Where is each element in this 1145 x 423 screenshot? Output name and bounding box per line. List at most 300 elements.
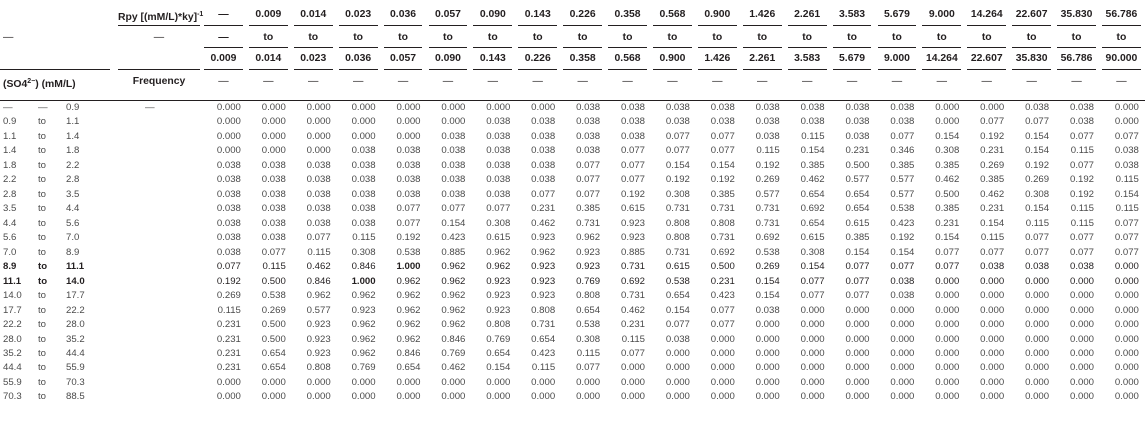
sulfate-lower: 1.4 bbox=[3, 145, 17, 157]
bin-underline bbox=[384, 25, 423, 26]
value-cell: 0.115 bbox=[801, 130, 825, 142]
value-cell: 0.962 bbox=[351, 319, 376, 331]
value-cell: 0.038 bbox=[845, 116, 870, 128]
bin-to: to bbox=[398, 32, 408, 43]
bin-underline bbox=[518, 25, 557, 26]
bin-to: to bbox=[353, 32, 364, 43]
bin-lower: 0.568 bbox=[659, 9, 686, 20]
value-cell: 0.962 bbox=[576, 232, 601, 244]
value-cell: 0.923 bbox=[531, 232, 556, 244]
value-cell: 0.000 bbox=[216, 376, 241, 388]
value-cell: 0.000 bbox=[216, 130, 241, 142]
sulfate-lower: 3.5 bbox=[3, 203, 17, 215]
value-cell: 0.038 bbox=[531, 174, 556, 186]
value-cell: 0.038 bbox=[216, 188, 241, 200]
value-cell: 0.308 bbox=[486, 217, 511, 229]
bin-upper: 0.568 bbox=[614, 53, 641, 64]
bin-upper: 14.264 bbox=[925, 53, 958, 64]
value-cell: 0.000 bbox=[845, 391, 870, 403]
value-cell: 0.962 bbox=[441, 275, 466, 287]
value-cell: 0.000 bbox=[890, 391, 915, 403]
value-cell: 0.077 bbox=[845, 290, 870, 302]
value-cell: 0.000 bbox=[665, 347, 690, 359]
sulfate-to: to bbox=[38, 347, 47, 359]
bin-underline bbox=[294, 25, 333, 26]
table-row bbox=[0, 173, 1145, 187]
bin-to: — bbox=[218, 32, 229, 43]
value-cell: 0.731 bbox=[620, 261, 645, 273]
value-cell: 0.038 bbox=[1114, 145, 1139, 157]
value-cell: 0.231 bbox=[980, 203, 1005, 215]
value-cell: 0.115 bbox=[1070, 145, 1094, 157]
value-cell: 0.000 bbox=[980, 304, 1005, 316]
value-cell: 0.231 bbox=[216, 362, 241, 374]
value-cell: 0.000 bbox=[710, 347, 735, 359]
bin-lower: 2.261 bbox=[794, 9, 821, 20]
value-cell: 0.000 bbox=[665, 376, 690, 388]
value-cell: 0.038 bbox=[486, 130, 511, 142]
value-cell: 0.654 bbox=[845, 203, 870, 215]
sulfate-label-suffix: ) (mM/L) bbox=[35, 79, 76, 90]
table-header bbox=[0, 0, 1145, 100]
value-cell: 0.731 bbox=[755, 203, 780, 215]
table-row bbox=[0, 130, 1145, 144]
value-cell: 0.000 bbox=[935, 290, 960, 302]
value-cell: 0.038 bbox=[261, 217, 286, 229]
bin-frequency-dash: — bbox=[308, 76, 319, 87]
value-cell: 0.462 bbox=[441, 362, 466, 374]
value-cell: 0.962 bbox=[396, 275, 421, 287]
value-cell: 0.154 bbox=[845, 246, 870, 258]
value-cell: 0.346 bbox=[890, 145, 915, 157]
sulfate-to: to bbox=[38, 376, 47, 388]
value-cell: 0.000 bbox=[710, 362, 735, 374]
bin-underline bbox=[473, 47, 512, 48]
sulfate-to: to bbox=[38, 290, 47, 302]
value-cell: 0.000 bbox=[845, 376, 870, 388]
bin-lower: 0.014 bbox=[300, 9, 327, 20]
value-cell: 0.385 bbox=[845, 232, 870, 244]
bin-lower: 3.583 bbox=[839, 9, 866, 20]
value-cell: 0.077 bbox=[665, 145, 690, 157]
value-cell: 0.077 bbox=[665, 130, 690, 142]
value-cell: 0.962 bbox=[486, 246, 511, 258]
value-cell: 0.000 bbox=[216, 145, 241, 157]
bin-upper: 0.057 bbox=[390, 53, 417, 64]
value-cell: 0.038 bbox=[1114, 159, 1139, 171]
value-cell: 0.000 bbox=[1025, 362, 1050, 374]
value-cell: 0.077 bbox=[620, 159, 645, 171]
value-cell: 0.115 bbox=[1115, 174, 1139, 186]
bin-underline bbox=[384, 47, 423, 48]
bin-upper: 90.000 bbox=[1105, 53, 1138, 64]
bin-frequency-dash: — bbox=[577, 76, 588, 87]
sulfate-lower: 8.9 bbox=[3, 261, 17, 273]
value-cell: 0.038 bbox=[890, 102, 915, 113]
table-row bbox=[0, 260, 1145, 274]
bin-frequency-dash: — bbox=[936, 76, 948, 87]
sulfate-lower: 4.4 bbox=[3, 217, 17, 229]
bin-lower: 22.607 bbox=[1015, 9, 1048, 20]
value-cell: 0.000 bbox=[531, 376, 556, 388]
value-cell: 0.038 bbox=[755, 116, 780, 128]
value-cell: 0.000 bbox=[531, 102, 556, 113]
value-cell: 0.038 bbox=[755, 304, 780, 316]
sulfate-upper: 4.4 bbox=[66, 203, 80, 215]
value-cell: 0.000 bbox=[1114, 290, 1139, 302]
value-cell: 0.154 bbox=[1025, 203, 1050, 215]
value-cell: 0.000 bbox=[1025, 290, 1050, 302]
bin-frequency-dash: — bbox=[1026, 76, 1037, 87]
bin-upper: 22.607 bbox=[970, 53, 1003, 64]
sulfate-to: to bbox=[38, 304, 47, 316]
value-cell: 0.038 bbox=[620, 130, 645, 142]
value-cell: 0.038 bbox=[396, 159, 421, 171]
bin-frequency-dash: — bbox=[801, 76, 813, 87]
sulfate-lower: 70.3 bbox=[3, 391, 22, 403]
sulfate-lower: 28.0 bbox=[3, 333, 22, 345]
value-cell: 0.154 bbox=[1025, 130, 1050, 142]
value-cell: 0.808 bbox=[576, 290, 601, 302]
value-cell: 0.000 bbox=[1069, 347, 1094, 359]
bin-lower: 35.830 bbox=[1060, 9, 1093, 20]
value-cell: 0.038 bbox=[845, 130, 870, 142]
value-cell: 0.385 bbox=[800, 159, 825, 171]
value-cell: 0.115 bbox=[756, 145, 780, 157]
value-cell: 0.077 bbox=[710, 145, 735, 157]
value-cell: 0.000 bbox=[800, 391, 825, 403]
sulfate-upper: 5.6 bbox=[66, 217, 80, 229]
value-cell: 0.538 bbox=[576, 319, 601, 331]
value-cell: 0.077 bbox=[1069, 159, 1094, 171]
value-cell: 0.000 bbox=[710, 391, 735, 403]
value-cell: 0.769 bbox=[486, 333, 511, 345]
value-cell: 0.077 bbox=[845, 261, 870, 273]
rpy-subdash: — bbox=[153, 32, 165, 43]
value-cell: 0.000 bbox=[306, 391, 331, 403]
value-cell: 0.038 bbox=[755, 130, 780, 142]
value-cell: 0.923 bbox=[531, 261, 556, 273]
value-cell: 0.423 bbox=[441, 232, 466, 244]
value-cell: 0.423 bbox=[890, 217, 915, 229]
value-cell: 0.000 bbox=[980, 102, 1005, 113]
table-row bbox=[0, 144, 1145, 158]
bin-underline bbox=[1102, 47, 1141, 48]
value-cell: 0.731 bbox=[620, 290, 645, 302]
sulfate-upper: 1.4 bbox=[66, 130, 80, 142]
value-cell: 0.000 bbox=[1025, 347, 1050, 359]
value-cell: 0.038 bbox=[1069, 116, 1094, 128]
bin-frequency-dash: — bbox=[891, 76, 903, 87]
bin-underline bbox=[204, 47, 243, 48]
bin-to: to bbox=[532, 32, 543, 43]
value-cell: 0.192 bbox=[980, 130, 1005, 142]
value-cell: 0.000 bbox=[1114, 376, 1139, 388]
value-cell: 0.000 bbox=[1069, 290, 1094, 302]
value-cell: 0.000 bbox=[351, 376, 376, 388]
value-cell: 0.231 bbox=[710, 275, 735, 287]
value-cell: 0.000 bbox=[710, 333, 735, 345]
value-cell: 0.846 bbox=[441, 333, 466, 345]
rpy-underline-2 bbox=[118, 69, 200, 70]
value-cell: 0.077 bbox=[576, 188, 601, 200]
bin-upper: 0.358 bbox=[569, 53, 596, 64]
value-cell: 0.462 bbox=[800, 174, 825, 186]
bin-underline bbox=[249, 47, 288, 48]
value-cell: 0.000 bbox=[890, 333, 915, 345]
value-cell: 0.115 bbox=[307, 246, 331, 258]
value-cell: 0.808 bbox=[486, 319, 511, 331]
bin-underline bbox=[878, 25, 917, 26]
value-cell: 0.077 bbox=[1025, 232, 1050, 244]
value-cell: 0.000 bbox=[980, 319, 1005, 331]
value-cell: 0.115 bbox=[531, 362, 556, 374]
bin-underline bbox=[1012, 47, 1051, 48]
value-cell: 0.923 bbox=[306, 347, 331, 359]
value-cell: 0.000 bbox=[396, 116, 421, 128]
bin-lower: 0.358 bbox=[614, 9, 641, 20]
value-cell: 0.808 bbox=[665, 232, 690, 244]
bin-to: to bbox=[308, 32, 319, 43]
sulfate-upper: 44.4 bbox=[66, 347, 85, 359]
bin-underline bbox=[294, 47, 333, 48]
value-cell: 0.038 bbox=[306, 188, 331, 200]
value-cell: 0.962 bbox=[441, 304, 466, 316]
value-cell: 0.038 bbox=[576, 102, 601, 113]
value-cell: 0.077 bbox=[1069, 232, 1094, 244]
value-cell: 0.038 bbox=[1025, 102, 1050, 113]
sulfate-lower: 35.2 bbox=[3, 347, 22, 359]
value-cell: 0.577 bbox=[755, 188, 780, 200]
value-cell: 0.000 bbox=[935, 319, 960, 331]
value-cell: 0.038 bbox=[396, 188, 421, 200]
bin-lower: 0.226 bbox=[569, 9, 596, 20]
value-cell: 0.038 bbox=[306, 217, 331, 229]
frequency-label: Frequency bbox=[132, 76, 186, 87]
value-cell: 0.962 bbox=[441, 261, 466, 273]
bin-underline bbox=[653, 69, 692, 70]
value-cell: 0.038 bbox=[306, 159, 331, 171]
value-cell: 0.038 bbox=[261, 174, 286, 186]
value-cell: 0.692 bbox=[800, 203, 825, 215]
value-cell: 0.000 bbox=[261, 145, 286, 157]
bin-frequency-dash: — bbox=[532, 76, 543, 87]
value-cell: 0.038 bbox=[441, 159, 466, 171]
value-cell: 0.038 bbox=[531, 116, 556, 128]
bin-lower: 0.143 bbox=[524, 9, 551, 20]
value-cell: 0.077 bbox=[576, 159, 601, 171]
value-cell: 0.115 bbox=[1025, 217, 1050, 229]
value-cell: 0.038 bbox=[665, 102, 690, 113]
bin-lower: 0.090 bbox=[479, 9, 506, 20]
value-cell: 0.000 bbox=[890, 347, 915, 359]
sulfate-to: — bbox=[38, 102, 48, 113]
value-cell: 0.077 bbox=[935, 246, 960, 258]
value-cell: 0.192 bbox=[755, 159, 780, 171]
value-cell: 0.962 bbox=[531, 246, 556, 258]
bin-underline bbox=[743, 69, 782, 70]
value-cell: 0.077 bbox=[576, 174, 601, 186]
sulfate-to: to bbox=[38, 217, 47, 229]
value-cell: 0.000 bbox=[620, 391, 645, 403]
value-cell: 0.654 bbox=[845, 188, 870, 200]
value-cell: 0.038 bbox=[441, 188, 466, 200]
value-cell: 0.038 bbox=[441, 145, 466, 157]
value-cell: 0.615 bbox=[845, 217, 870, 229]
value-cell: 0.038 bbox=[710, 102, 735, 113]
value-cell: 0.500 bbox=[261, 319, 286, 331]
value-cell: 0.038 bbox=[216, 159, 241, 171]
bin-upper: 0.143 bbox=[479, 53, 506, 64]
value-cell: 0.000 bbox=[441, 376, 466, 388]
value-cell: 0.769 bbox=[576, 275, 601, 287]
sulfate-lower: 22.2 bbox=[3, 319, 22, 331]
value-cell: 0.000 bbox=[1069, 391, 1094, 403]
table-row bbox=[0, 390, 1145, 404]
rpy-label bbox=[118, 9, 203, 24]
bin-upper: 0.226 bbox=[524, 53, 551, 64]
value-cell: 0.077 bbox=[620, 145, 645, 157]
sulfate-to: to bbox=[38, 203, 47, 215]
value-cell: 0.038 bbox=[351, 188, 376, 200]
value-cell: 0.038 bbox=[486, 174, 511, 186]
value-cell: 0.038 bbox=[396, 174, 421, 186]
value-cell: 0.000 bbox=[486, 102, 511, 113]
value-cell: 0.192 bbox=[710, 174, 735, 186]
bin-upper: 35.830 bbox=[1015, 53, 1048, 64]
value-cell: 0.077 bbox=[1025, 246, 1050, 258]
value-cell: 0.077 bbox=[710, 130, 735, 142]
value-cell: 0.385 bbox=[576, 203, 601, 215]
value-cell: 0.308 bbox=[351, 246, 376, 258]
value-cell: 0.000 bbox=[890, 319, 915, 331]
value-cell: 0.000 bbox=[306, 376, 331, 388]
value-cell: 0.077 bbox=[576, 362, 601, 374]
value-cell: 0.269 bbox=[755, 174, 780, 186]
bin-to: to bbox=[1071, 32, 1082, 43]
value-cell: 0.000 bbox=[1114, 333, 1139, 345]
value-cell: 0.962 bbox=[396, 319, 421, 331]
bin-underline bbox=[518, 47, 557, 48]
value-cell: 0.654 bbox=[800, 217, 825, 229]
value-cell: 0.000 bbox=[710, 376, 735, 388]
value-cell: 0.077 bbox=[1025, 116, 1050, 128]
table-row bbox=[0, 115, 1145, 129]
value-cell: 0.654 bbox=[261, 347, 286, 359]
value-cell: 0.923 bbox=[576, 246, 601, 258]
value-cell: 0.538 bbox=[890, 203, 915, 215]
value-cell: 0.000 bbox=[1069, 376, 1094, 388]
value-cell: 0.462 bbox=[531, 217, 556, 229]
value-cell: 0.000 bbox=[935, 391, 960, 403]
bin-upper: 0.090 bbox=[434, 53, 461, 64]
sulfate-lower: 55.9 bbox=[3, 376, 22, 388]
value-cell: 0.769 bbox=[441, 347, 466, 359]
value-cell: 0.038 bbox=[486, 116, 511, 128]
value-cell: 0.000 bbox=[935, 102, 960, 113]
sulfate-upper: 3.5 bbox=[66, 188, 80, 200]
value-cell: 0.154 bbox=[441, 217, 466, 229]
value-cell: 0.808 bbox=[710, 217, 735, 229]
value-cell: 0.154 bbox=[980, 217, 1005, 229]
value-cell: 0.038 bbox=[306, 203, 331, 215]
bin-underline bbox=[339, 25, 378, 26]
table-row bbox=[0, 361, 1145, 375]
value-cell: 0.000 bbox=[1114, 275, 1139, 287]
sulfate-to: to bbox=[38, 261, 48, 273]
value-cell: 0.308 bbox=[665, 188, 690, 200]
sulfate-upper: 22.2 bbox=[66, 304, 85, 316]
left-dash: — bbox=[3, 32, 14, 43]
table-row bbox=[0, 347, 1145, 361]
value-cell: 0.654 bbox=[261, 362, 286, 374]
bin-underline bbox=[294, 69, 333, 70]
value-cell: 0.000 bbox=[531, 391, 556, 403]
value-cell: 0.077 bbox=[935, 261, 960, 273]
value-cell: 0.385 bbox=[980, 174, 1005, 186]
bin-lower: 14.264 bbox=[970, 9, 1003, 20]
value-cell: 0.269 bbox=[1025, 174, 1050, 186]
value-cell: 0.462 bbox=[620, 304, 645, 316]
value-cell: 0.308 bbox=[576, 333, 601, 345]
value-cell: 0.577 bbox=[890, 174, 915, 186]
value-cell: 0.000 bbox=[890, 376, 915, 388]
value-cell: 0.000 bbox=[935, 304, 960, 316]
value-cell: 0.115 bbox=[1070, 217, 1094, 229]
value-cell: 0.000 bbox=[980, 333, 1005, 345]
bin-underline bbox=[922, 25, 961, 26]
value-cell: 0.077 bbox=[441, 203, 466, 215]
value-cell: 0.038 bbox=[351, 159, 376, 171]
value-cell: 0.038 bbox=[890, 275, 915, 287]
bin-underline bbox=[339, 69, 378, 70]
sulfate-lower: 2.8 bbox=[3, 188, 17, 200]
value-cell: 0.000 bbox=[1114, 319, 1139, 331]
bin-underline bbox=[249, 25, 288, 26]
value-cell: 0.000 bbox=[216, 391, 241, 403]
value-cell: 0.808 bbox=[306, 362, 331, 374]
value-cell: 0.038 bbox=[755, 102, 780, 113]
bin-upper: 3.583 bbox=[794, 53, 821, 64]
value-cell: 0.000 bbox=[576, 376, 601, 388]
table-row bbox=[0, 231, 1145, 245]
value-cell: 0.654 bbox=[800, 188, 825, 200]
frequency-cell: — bbox=[145, 102, 155, 113]
value-cell: 0.231 bbox=[980, 145, 1005, 157]
value-cell: 0.846 bbox=[306, 275, 331, 287]
sulfate-to: to bbox=[38, 319, 47, 331]
bin-lower: 56.786 bbox=[1105, 9, 1138, 20]
value-cell: 0.077 bbox=[261, 246, 286, 258]
value-cell: 0.038 bbox=[576, 116, 601, 128]
table-row bbox=[0, 202, 1145, 216]
bin-underline bbox=[698, 47, 737, 48]
bin-lower: 0.036 bbox=[390, 9, 417, 20]
value-cell: 0.962 bbox=[351, 347, 376, 359]
value-cell: 0.192 bbox=[216, 275, 241, 287]
value-cell: 0.000 bbox=[1114, 391, 1139, 403]
value-cell: 0.192 bbox=[1069, 174, 1094, 186]
value-cell: 0.000 bbox=[665, 362, 690, 374]
value-cell: 0.462 bbox=[306, 261, 331, 273]
bin-lower: 0.057 bbox=[434, 9, 461, 20]
value-cell: 0.962 bbox=[396, 333, 421, 345]
bin-upper: 1.426 bbox=[704, 53, 731, 64]
value-cell: 0.000 bbox=[1114, 116, 1139, 128]
value-cell: 0.077 bbox=[531, 188, 556, 200]
bin-underline bbox=[878, 69, 917, 70]
bin-underline bbox=[1057, 47, 1096, 48]
